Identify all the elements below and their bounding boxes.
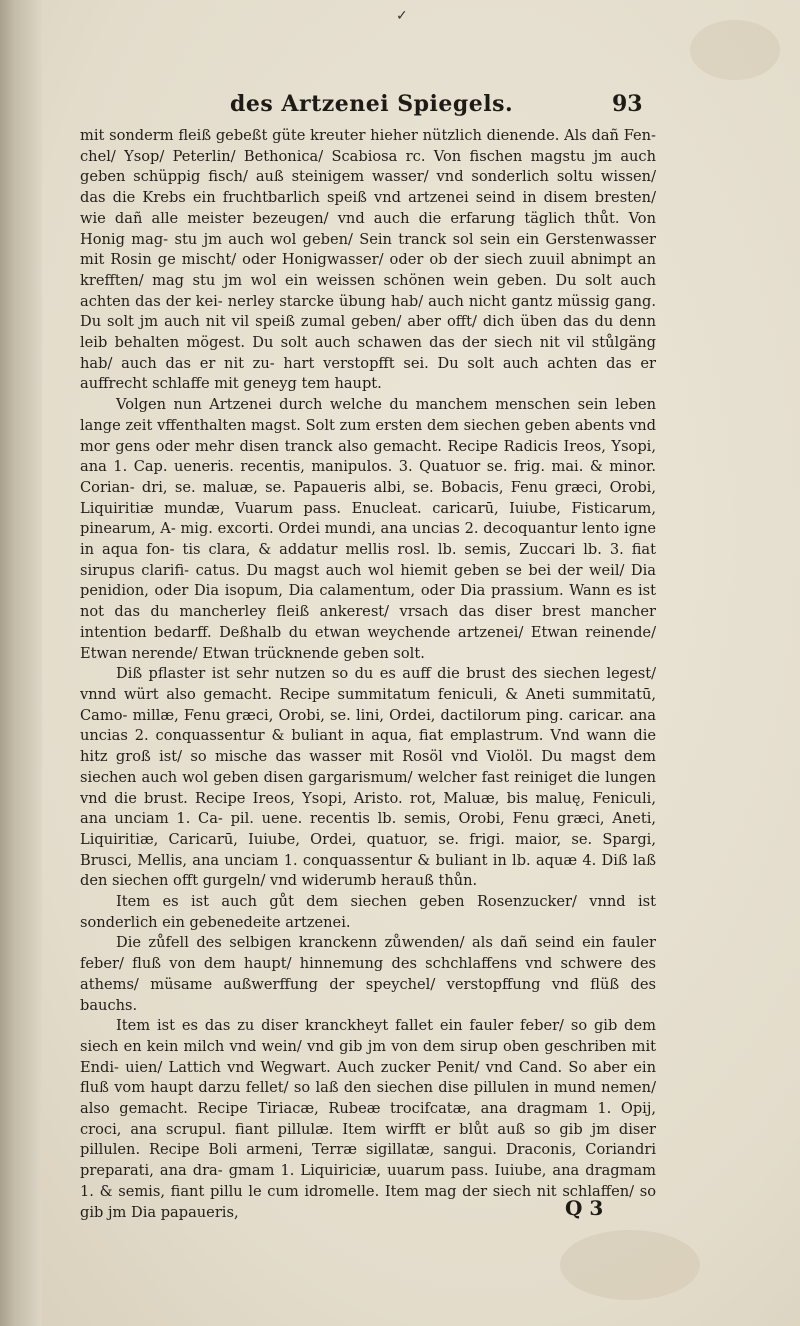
binding-gutter — [0, 0, 42, 1326]
body-text — [80, 126, 656, 1223]
running-title: des Artzenei Spiegels. — [230, 91, 514, 117]
paragraph: Diß pflaster ist sehr nutzen so du es auff die brust des siechen legest/ vnnd würt also gemacht. Recipe summitatum feniculi, & Aneti summitatū, Camo- millæ, Fenu græci, Orobi, se. lini, Ordei, dactilorum ping. caricar. ana uncias 2. conquassentur & buliant in aqua, fiat emplastrum. Vnd wann die hitz groß ist/ so mische das wasser mit Rosöl vnd Violöl. Du magst dem siechen auch wol geben disen gargarismum/ welcher fast reiniget die lungen vnd die brust. Recipe Ireos, Ysopi, Aristo. rot, Maluæ, bis maluę, Feniculi, ana unciam 1. Ca- pil. uene. recentis lb. semis, Orobi, Fenu græci, Aneti, Liquiritiæ, Caricarū, Iuiube, Ordei, quatuor, se. frigi. maior, se. Spargi, Brusci, Mellis, ana unciam 1. conquassentur & buliant in lb. aquæ 4. Diß laß den siechen offt gurgeln/ vnd widerumb herauß thůn. — [80, 665, 656, 890]
paragraph: Item es ist auch gůt dem siechen geben Rosenzucker/ vnnd ist sonderlich ein gebenedeite artzenei. — [80, 893, 656, 931]
page-header — [0, 91, 800, 121]
paragraph: mit sonderm fleiß gebeßt güte kreuter hieher nützlich dienende. Als dañ Fen- chel/ Ysop/ Peterlin/ Bethonica/ Scabiosa rc. Von fischen magstu jm auch geben schüppig fisch/ auß steinigem wasser/ vnd sonderlich soltu wissen/ das die Krebs ein fruchtbarlich speiß vnd artzenei seind in disem bresten/ wie dañ alle meister bezeugen/ vnd auch die erfarung täglich thůt. Von Honig mag- stu jm auch wol geben/ Sein tranck sol sein ein Gerstenwasser mit Rosin ge mischt/ oder Honigwasser/ oder ob der siech zuuil abnimpt an krefften/ mag stu jm wol ein weissen schönen wein geben. Du solt auch achten das der kei- nerley starcke übung hab/ auch nicht gantz müssig gang. Du solt jm auch nit vil speiß zumal geben/ aber offt/ dich üben das du denn leib behalten mögest. Du solt auch schawen das der siech nit vil stůlgäng hab/ auch das er nit zu- hart verstopfft sei. Du solt auch achten das er auffrecht schlaffe mit geneyg tem haupt. — [80, 127, 656, 393]
paragraph: Item ist es das zu diser kranckheyt fallet ein fauler feber/ so gib dem siech en kein milch vnd wein/ vnd gib jm von dem sirup oben geschriben mit Endi- uien/ Lattich vnd Wegwart. Auch zucker Penit/ vnd Cand. So aber ein fluß vom haupt darzu fellet/ so laß den siechen dise pillulen in mund nemen/ also gemacht. Recipe Tiriacæ, Rubeæ trocifcatæ, ana dragmam 1. Opij, croci, ana scrupul. fiant pillulæ. Item wirfft er blůt auß so gib jm diser pillulen. Recipe Boli armeni, Terræ sigillatæ, sangui. Draconis, Coriandri preparati, ana dra- gmam 1. Liquiriciæ, uuarum pass. Iuiube, ana dragmam 1. & semis, fiant pillu le cum idromelle. Item mag der siech nit schlaffen/ so gib jm Dia papaueris, — [80, 1017, 656, 1221]
paper-stain — [560, 1230, 700, 1300]
ink-mark: ✓ — [396, 8, 408, 24]
signature-mark: Q 3 — [565, 1196, 604, 1220]
paper-stain — [690, 20, 780, 80]
page-number: 93 — [612, 91, 643, 117]
paragraph: Die zůfell des selbigen kranckenn zůwenden/ als dañ seind ein fauler feber/ fluß von dem haupt/ hinnemung des schchlaffens vnd schwere des athems/ müsame außwerffung der speychel/ verstopffung vnd flüß des bauchs. — [80, 934, 656, 1014]
paragraph: Volgen nun Artzenei durch welche du manchem menschen sein leben lange zeit vffenthalten magst. Solt zum ersten dem siechen geben abents vnd mor gens oder mehr disen tranck also gemacht. Recipe Radicis Ireos, Ysopi, ana 1. Cap. ueneris. recentis, manipulos. 3. Quatuor se. frig. mai. & minor. Corian- dri, se. maluæ, se. Papaueris albi, se. Bobacis, Fenu græci, Orobi, Liquiritiæ mundæ, Vuarum pass. Enucleat. caricarū, Iuiube, Fisticarum, pinearum, A- mig. excorti. Ordei mundi, ana uncias 2. decoquantur lento igne in aqua fon- tis clara, & addatur mellis rosl. lb. semis, Zuccari lb. 3. fiat sirupus clarifi- catus. Du magst auch wol hiemit geben se bei der weil/ Dia penidion, oder Dia isopum, Dia calamentum, oder Dia prassium. Wann es ist not das du mancherley fleiß ankerest/ vrsach das diser brest mancher intention bedarff. Deßhalb du etwan weychende artzenei/ Etwan reinende/ Etwan nerende/ Etwan trücknende geben solt. — [80, 396, 656, 662]
